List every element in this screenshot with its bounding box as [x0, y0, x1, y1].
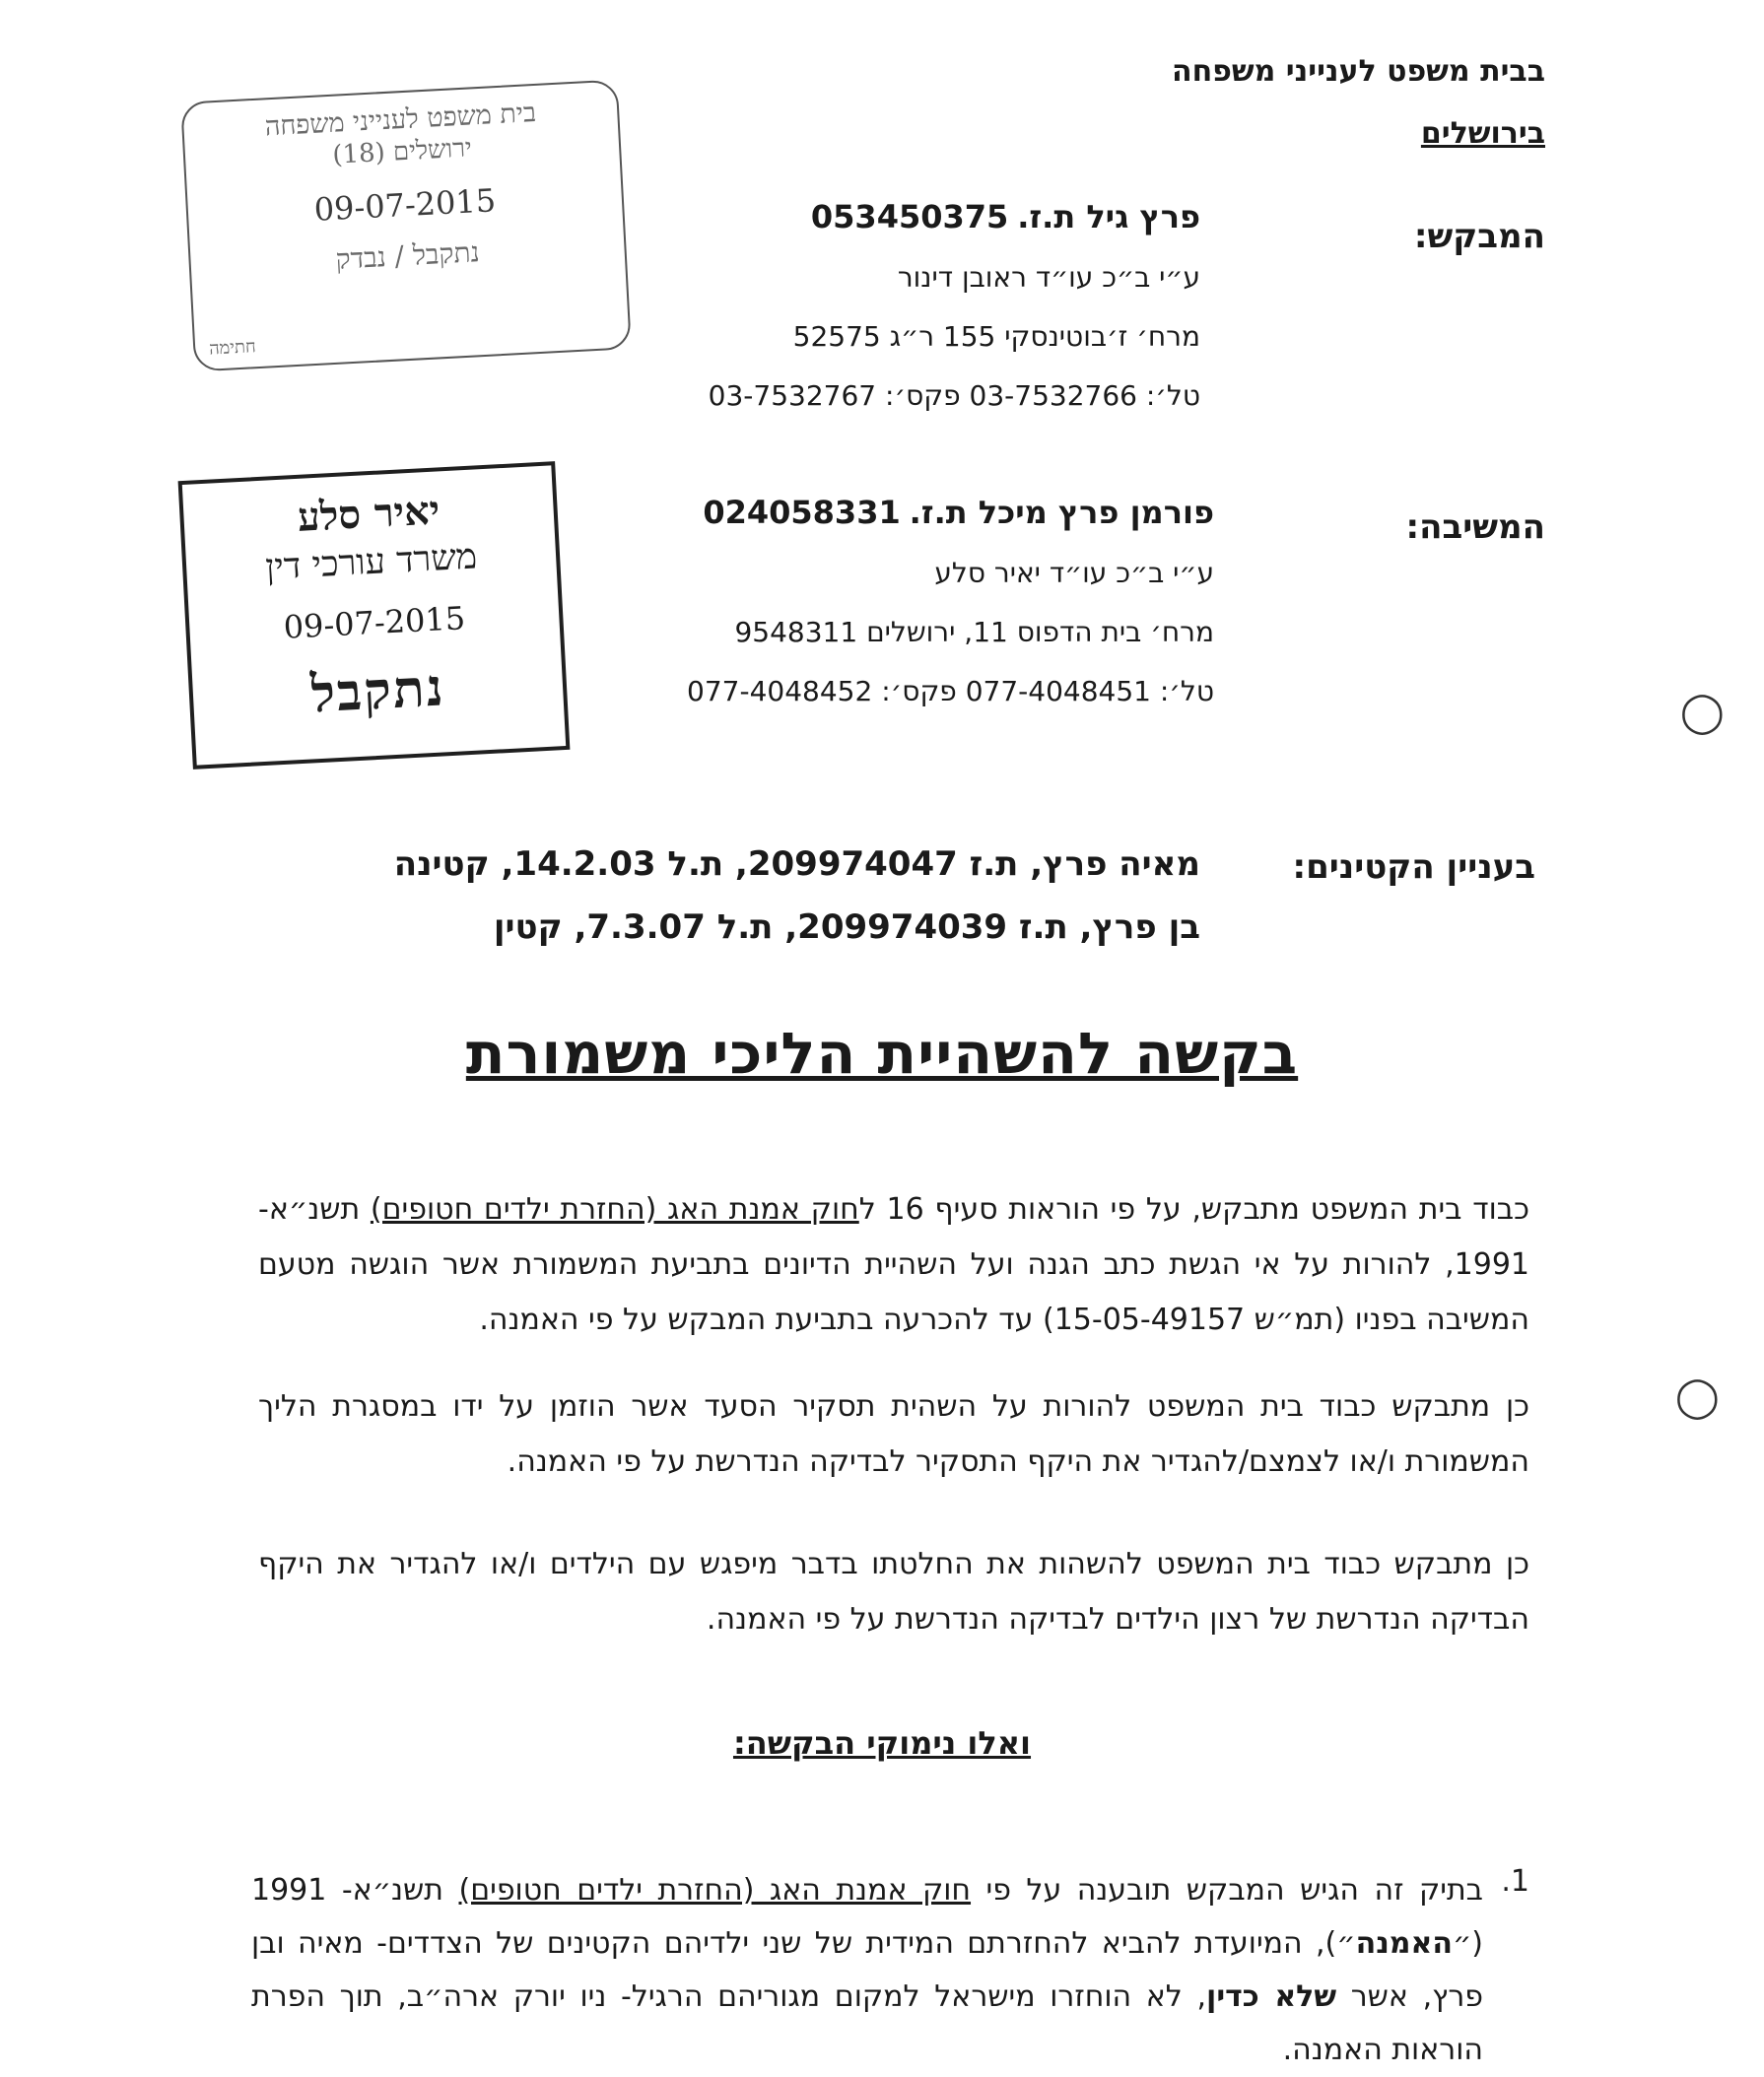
respondent-role: המשיבה: — [1405, 507, 1545, 547]
item-law-reference: חוק אמנת האג (החזרת ילדים חטופים) — [458, 1873, 972, 1908]
applicant-contact: טל׳: 03-7532766 פקס׳: 03-7532767 — [708, 379, 1200, 412]
stamp-court-status: נתקבל / נבדק — [334, 235, 481, 276]
applicant-block — [510, 187, 1200, 426]
stamp-lawyer-office: משרד עורכי דין — [264, 536, 479, 588]
respondent-phone: 077-4048451 — [965, 675, 1151, 707]
stamp-lawyer-name: יאיר סלע — [296, 487, 441, 541]
applicant-address: מרח׳ ז׳בוטינסקי 155 ר״ג 52575 — [792, 320, 1200, 353]
applicant-role: המבקש: — [1413, 217, 1545, 256]
respondent-name: פורמן פרץ מיכל ת.ז. — [909, 494, 1214, 531]
respondent-block — [524, 483, 1214, 721]
item-number: 1. — [1501, 1864, 1529, 1899]
reasons-title: ואלו נימוקי הבקשה: — [732, 1724, 1032, 1762]
court-city: בירושלים — [1420, 116, 1545, 151]
stamp-lawyer-date: 09-07-2015 — [282, 599, 467, 646]
lawyer-office-stamp — [178, 461, 571, 770]
item-1-text: בתיק זה הגיש המבקש תובענה על פי חוק אמנת האג (החזרת ילדים חטופים) תשנ״א- 1991 (״האמנה״), המיועדת להביא להחזרתם המידית של שני ילדיהם הקטינים של הצדדים- מאיה ובן פרץ, אשר שלא כדין, לא הוחזרו מישראל למקום מגוריהם הרגיל- ניו יורק ארה״ב, תוך הפרת הוראות האמנה. — [251, 1873, 1483, 2067]
stamp-court-line2: ירושלים (18) — [331, 133, 473, 170]
applicant-phone: 03-7532766 — [969, 379, 1137, 412]
minor-2: בן פרץ, ת.ז 209974039, ת.ל 7.3.07, קטין — [493, 907, 1200, 947]
law-reference: חוק אמנת האג (החזרת ילדים חטופים) — [370, 1192, 859, 1227]
paragraph-meeting: כן מתבקש כבוד בית המשפט להשהות את החלטתו בדבר מיפגש עם הילדים ו/או להגדיר את היקף הבדיקה הנדרשת של רצון הילדים לבדיקה הנדרשת על פי האמנה. — [258, 1547, 1529, 1637]
paragraph-request: כבוד בית המשפט מתבקש, על פי הוראות סעיף 16 לחוק אמנת האג (החזרת ילדים חטופים) תשנ״א- 1991, להורות על אי הגשת כתב הגנה ועל השהיית הדיונים בתביעת המשמורת אשר הוגשה מטעם המשיבה בפניו (תמ״ש 15-05-49157) עד להכרעה בתביעת המבקש על פי האמנה. — [258, 1192, 1529, 1337]
stamp-court-sign: חתימה — [208, 336, 257, 360]
court-name: בבית משפט לענייני משפחה — [1171, 54, 1545, 89]
stamp-court-line1: בית משפט לענייני משפחה — [264, 97, 537, 143]
paragraph-report: כן מתבקש כבוד בית המשפט להורות על השהית תסקיר הסעד אשר הוזמן על ידו במסגרת הליך המשמורת ו/או לצמצם/להגדיר את היקף התסקיר לבדיקה הנדרשת על פי האמנה. — [258, 1389, 1529, 1479]
respondent-address: מרח׳ בית הדפוס 11, ירושלים 9548311 — [734, 616, 1214, 648]
applicant-id: 053450375 — [810, 198, 1009, 235]
minors-label: בעניין הקטינים: — [1292, 847, 1535, 887]
respondent-id: 024058331 — [703, 494, 901, 531]
applicant-fax: 03-7532767 — [708, 379, 877, 412]
minor-1: מאיה פרץ, ת.ז 209974047, ת.ל 14.2.03, קטינה — [393, 844, 1200, 884]
respondent-contact: טל׳: 077-4048451 פקס׳: 077-4048452 — [687, 675, 1214, 707]
respondent-lawyer: ע״י ב״כ עו״ד יאיר סלע — [934, 557, 1214, 589]
applicant-name: פרץ גיל ת.ז. — [1017, 198, 1200, 235]
stamp-court-date: 09-07-2015 — [312, 181, 498, 229]
minors-list — [313, 833, 1200, 959]
item-emphasis: שלא כדין — [1206, 1979, 1337, 2014]
document-title: בקשה להשהיית הליכי משמורת — [465, 1020, 1299, 1087]
binder-hole-mark: ◯ — [1675, 1374, 1720, 1420]
applicant-lawyer: ע״י ב״כ עו״ד ראובן דינור — [897, 261, 1200, 294]
binder-hole-mark: ◯ — [1680, 690, 1725, 735]
respondent-fax: 077-4048452 — [687, 675, 873, 707]
stamp-lawyer-status: נתקבל — [309, 657, 446, 725]
